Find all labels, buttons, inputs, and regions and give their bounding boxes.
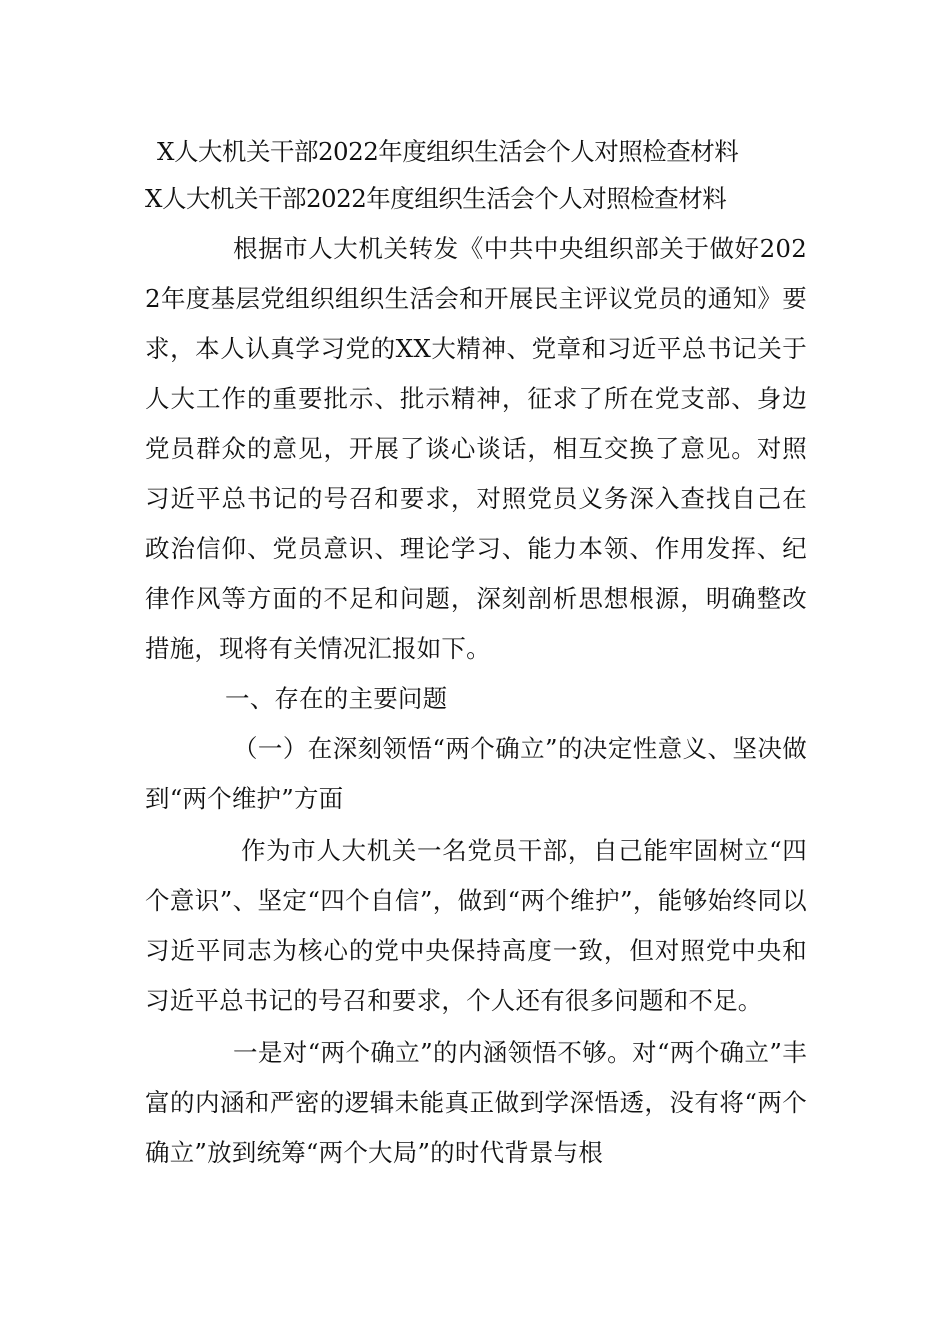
body-paragraph: 作为市人大机关一名党员干部，自己能牢固树立“四个意识”、坚定“四个自信”，做到“两个维护”，能够始终同以习近平同志为核心的党中央保持高度一致，但对照党中央和习近平总书记的号召和要求，个人还有很多问题和不足。 bbox=[145, 836, 807, 1015]
subsection-heading: （一）在深刻领悟“两个确立”的决定性意义、坚决做到“两个维护”方面 bbox=[145, 734, 807, 813]
document-title-repeat: X人大机关干部2022年度组织生活会个人对照检查材料 bbox=[145, 184, 727, 213]
intro-paragraph: 根据市人大机关转发《中共中央组织部关于做好2022年度基层党组织组织生活会和开展民主评议党员的通知》要求，本人认真学习党的XX大精神、党章和习近平总书记关于人大工作的重要批示、批示精神，征求了所在党支部、身边党员群众的意见，开展了谈心谈话，相互交换了意见。对照习近平总书记的号召和要求，对照党员义务深入查找自己在政治信仰、党员意识、理论学习、能力本领、作用发挥、纪律作风等方面的不足和问题，深刻剖析思想根源，明确整改措施，现将有关情况汇报如下。 bbox=[145, 234, 807, 663]
point-paragraph: 一是对“两个确立”的内涵领悟不够。对“两个确立”丰富的内涵和严密的逻辑未能真正做到学深悟透，没有将“两个确立”放到统筹“两个大局”的时代背景与根 bbox=[145, 1038, 807, 1167]
section-heading: 一、存在的主要问题 bbox=[225, 684, 448, 713]
document-title: X人大机关干部2022年度组织生活会个人对照检查材料 bbox=[157, 137, 739, 166]
document-content bbox=[145, 128, 807, 1178]
